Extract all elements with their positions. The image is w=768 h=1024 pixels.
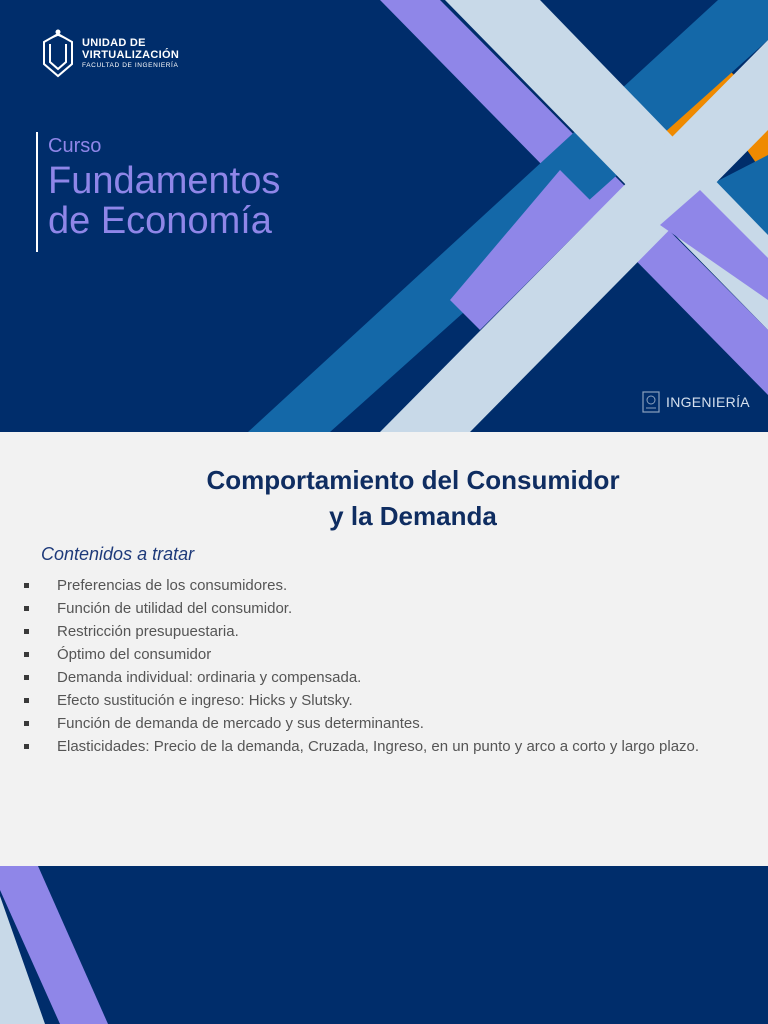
slide-title [0,462,768,534]
bullet-icon [24,606,29,611]
slide-title-line-2: y la Demanda [329,501,497,531]
bullet-icon [24,652,29,657]
list-item [0,691,740,711]
list-item [0,622,740,642]
bullet-icon [24,744,29,749]
content-section [0,432,768,866]
virtualization-logo [40,28,179,80]
logo-line-2: VIRTUALIZACIÓN [82,48,180,61]
faculty-crest-icon [640,388,662,416]
slide-title-line-1: Comportamiento del Consumidor [206,465,620,495]
list-item [0,576,740,596]
footer-band [0,866,768,1024]
topics-list [0,576,740,760]
topic-text: Restricción presupuestaria. [57,623,239,640]
header-banner [0,0,768,432]
bullet-icon [24,698,29,703]
list-item [0,737,740,757]
bullet-icon [24,629,29,634]
faculty-name: INGENIERÍA [666,394,750,410]
bullet-icon [24,675,29,680]
faculty-logo [640,388,750,416]
topic-text: Función de demanda de mercado y sus determinantes. [57,715,424,732]
topic-text: Demanda individual: ordinaria y compensada. [57,669,362,686]
topic-text: Preferencias de los consumidores. [57,577,288,594]
list-item [0,645,740,665]
footer-decorative-stripes [0,866,768,1024]
list-item [0,668,740,688]
section-heading: Contenidos a tratar [41,544,195,564]
topic-text: Óptimo del consumidor [57,646,212,663]
logo-line-1: UNIDAD DE [82,37,146,50]
topic-text: Función de utilidad del consumidor. [57,600,293,617]
course-title [48,161,368,241]
logo-line-3: FACULTAD DE INGENIERÍA [82,62,179,70]
course-label: Curso [48,135,102,157]
shield-logo-icon [40,28,76,80]
list-item [0,714,740,734]
topic-text: Elasticidades: Precio de la demanda, Cruzada, Ingreso, en un punto y arco a corto y largo plazo. [57,738,700,755]
list-item [0,599,740,619]
course-title-block [36,132,368,252]
course-title-line-1: Fundamentos [48,160,281,202]
course-title-line-2: de Economía [48,200,272,242]
topic-text: Efecto sustitución e ingreso: Hicks y Slutsky. [57,692,353,709]
bullet-icon [24,583,29,588]
bullet-icon [24,721,29,726]
